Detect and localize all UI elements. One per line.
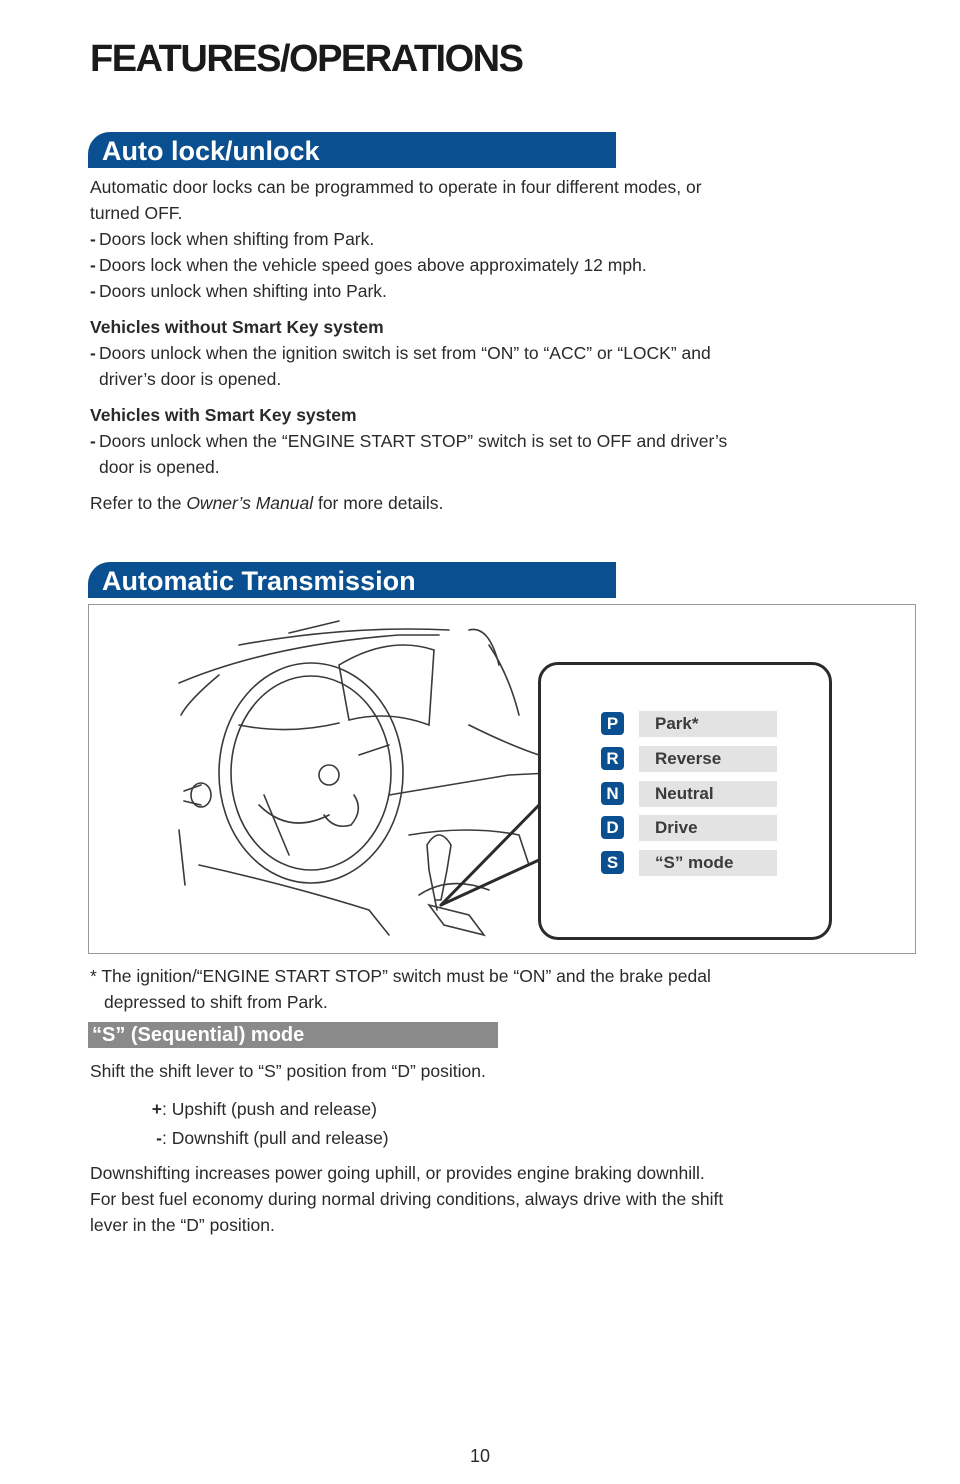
- bullet-text: Doors lock when the vehicle speed goes above approximately 12 mph.: [99, 255, 647, 275]
- with-smart-key-bullet: [90, 428, 910, 454]
- gear-positions-callout: [538, 662, 832, 940]
- auto-lock-body: [90, 174, 910, 516]
- with-smart-key-heading: Vehicles with Smart Key system: [90, 405, 357, 425]
- without-smart-key-bullet: [90, 340, 910, 366]
- footnote-line-2: depressed to shift from Park.: [104, 992, 328, 1012]
- gear-row-reverse: [601, 746, 777, 772]
- page-title: FEATURES/OPERATIONS: [90, 38, 523, 80]
- refer-suffix: for more details.: [313, 493, 444, 513]
- with-smart-key-cont: door is opened.: [99, 457, 220, 477]
- dash-mark: -: [90, 229, 96, 249]
- bullet-text: Doors unlock when the ignition switch is set from “ON” to “ACC” or “LOCK” and: [99, 343, 711, 363]
- page-number: 10: [469, 1446, 491, 1466]
- s-mode-notes: [90, 1160, 910, 1238]
- downshift-line: [140, 1125, 389, 1151]
- s-mode-body: [90, 1058, 910, 1084]
- bullet-text: Doors unlock when shifting into Park.: [99, 281, 387, 301]
- shift-actions: [140, 1096, 740, 1156]
- without-smart-key-heading: Vehicles without Smart Key system: [90, 317, 384, 337]
- gear-letter-d: D: [601, 816, 624, 839]
- upshift-line: [140, 1096, 377, 1122]
- gear-row-park: [601, 711, 777, 737]
- dash-mark: -: [90, 281, 96, 301]
- footnote-line-1: * The ignition/“ENGINE START STOP” switch must be “ON” and the brake pedal: [90, 966, 711, 986]
- auto-lock-intro-1: Automatic door locks can be programmed to operate in four different modes, or: [90, 177, 702, 197]
- gear-row-s-mode: [601, 850, 777, 876]
- gear-label-reverse: Reverse: [639, 746, 777, 772]
- gear-letter-s: S: [601, 851, 624, 874]
- upshift-symbol: +: [151, 1099, 162, 1119]
- gear-label-drive: Drive: [639, 815, 777, 841]
- gear-label-s-mode: “S” mode: [639, 850, 777, 876]
- s-mode-heading: “S” (Sequential) mode: [88, 1022, 498, 1048]
- s-mode-note-3: lever in the “D” position.: [90, 1215, 275, 1235]
- gear-row-neutral: [601, 781, 777, 807]
- s-mode-note-1: Downshifting increases power going uphill, or provides engine braking downhill.: [90, 1163, 705, 1183]
- dash-mark: -: [90, 431, 96, 451]
- s-mode-note-2: For best fuel economy during normal driving conditions, always drive with the shift: [90, 1189, 724, 1209]
- gear-letter-r: R: [601, 747, 624, 770]
- transmission-footnote: [90, 963, 910, 1015]
- gear-label-neutral: Neutral: [639, 781, 777, 807]
- refer-prefix: Refer to the: [90, 493, 187, 513]
- auto-lock-bullet: [90, 252, 910, 278]
- refer-note: [90, 490, 910, 516]
- dash-mark: -: [90, 255, 96, 275]
- auto-lock-intro-2: turned OFF.: [90, 203, 183, 223]
- owners-manual-ref: Owner’s Manual: [186, 493, 314, 513]
- auto-lock-heading: Auto lock/unlock: [88, 132, 616, 168]
- transmission-heading: Automatic Transmission: [88, 562, 616, 598]
- gear-letter-p: P: [601, 712, 624, 735]
- bullet-text: Doors unlock when the “ENGINE START STOP” switch is set to OFF and driver’s: [99, 431, 728, 451]
- downshift-text: : Downshift (pull and release): [162, 1128, 389, 1148]
- downshift-symbol: -: [156, 1128, 162, 1148]
- gear-letter-n: N: [601, 782, 624, 805]
- bullet-text: Doors lock when shifting from Park.: [99, 229, 375, 249]
- s-mode-instruction: Shift the shift lever to “S” position from “D” position.: [90, 1061, 486, 1081]
- auto-lock-bullet: [90, 226, 910, 252]
- auto-lock-bullet: [90, 278, 910, 304]
- without-smart-key-cont: driver’s door is opened.: [99, 369, 282, 389]
- upshift-text: : Upshift (push and release): [162, 1099, 377, 1119]
- dash-mark: -: [90, 343, 96, 363]
- gear-label-park: Park*: [639, 711, 777, 737]
- gear-row-drive: [601, 815, 777, 841]
